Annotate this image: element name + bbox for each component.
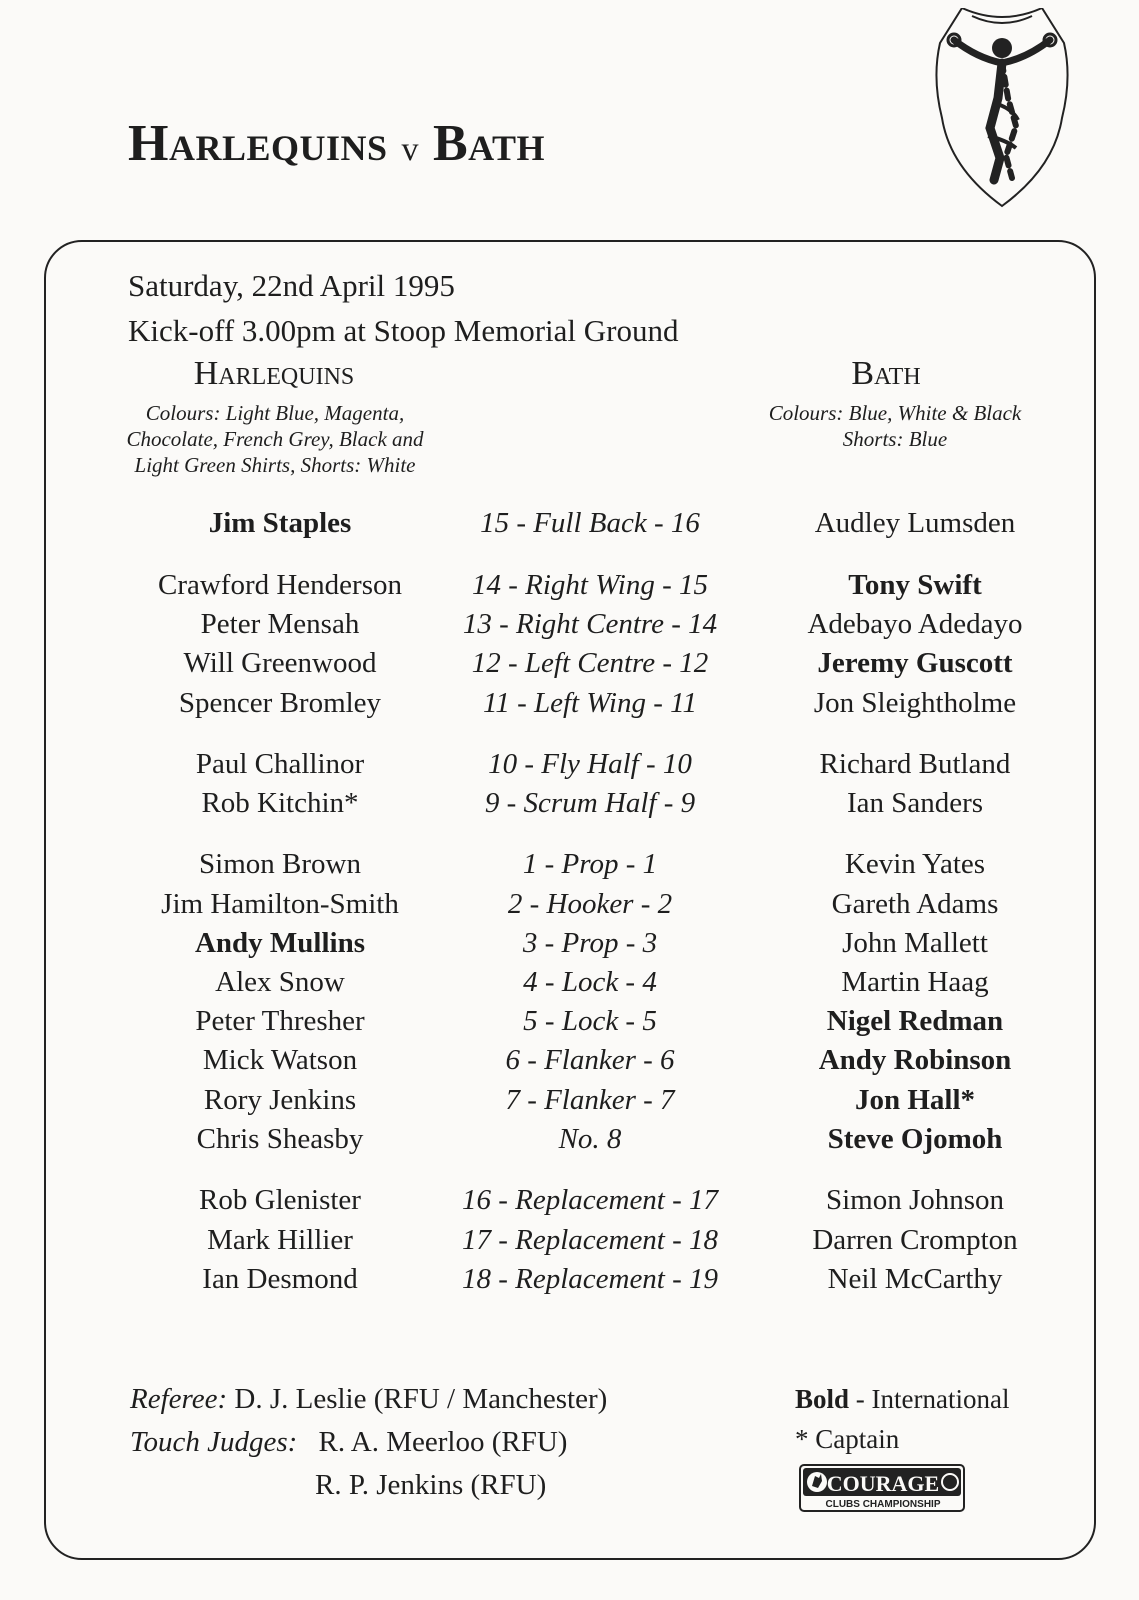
page-title [128, 115, 546, 172]
away-player: Darren Crompton [812, 1224, 1018, 1256]
away-player: Nigel Redman [826, 1005, 1004, 1037]
position-label: 7 - Flanker - 7 [505, 1084, 675, 1116]
home-player: Paul Challinor [195, 748, 365, 780]
home-player: Jim Staples [208, 507, 352, 539]
courage-logo [799, 1464, 965, 1512]
position-label: 5 - Lock - 5 [523, 1005, 657, 1037]
away-player: Jon Sleightholme [813, 687, 1017, 719]
home-player: Will Greenwood [183, 647, 377, 679]
away-team-title: Bath [433, 115, 546, 172]
match-date: Saturday, 22nd April 1995 [128, 268, 455, 303]
lineup-row [0, 1261, 1139, 1297]
home-player: Rob Glenister [199, 1184, 361, 1216]
key-bold-meaning: - International [855, 1384, 1010, 1414]
lineup-row [0, 746, 1139, 782]
away-colours [755, 400, 1035, 452]
lineup-row [0, 1082, 1139, 1118]
lineup-row [0, 1182, 1139, 1218]
home-player: Chris Sheasby [196, 1123, 364, 1155]
position-label: 17 - Replacement - 18 [461, 1224, 719, 1256]
home-player: Spencer Bromley [178, 687, 382, 719]
position-label: 3 - Prop - 3 [522, 927, 658, 959]
away-player: Gareth Adams [831, 888, 999, 920]
home-colours-line: Light Green Shirts, Shorts: White [134, 453, 416, 477]
away-player: Tony Swift [848, 569, 982, 601]
lineup-row [0, 1042, 1139, 1078]
lineup-row [0, 1121, 1139, 1157]
home-player: Crawford Henderson [157, 569, 402, 601]
lineup-row [0, 964, 1139, 1000]
position-label: 12 - Left Centre - 12 [471, 647, 709, 679]
lineup-row [0, 886, 1139, 922]
away-player: Audley Lumsden [814, 507, 1016, 539]
lineup-row [0, 606, 1139, 642]
referee-name: D. J. Leslie (RFU / Manchester) [234, 1383, 608, 1415]
away-player: Andy Robinson [818, 1044, 1012, 1076]
touch-judge-name: R. P. Jenkins (RFU) [315, 1469, 547, 1501]
home-player: Rob Kitchin* [201, 787, 359, 819]
away-colours-line: Colours: Blue, White & Black [768, 401, 1022, 425]
key-captain: * Captain [795, 1424, 900, 1454]
away-colours-line: Shorts: Blue [842, 427, 948, 451]
away-player: Richard Butland [819, 748, 1011, 780]
away-player: John Mallett [842, 927, 988, 959]
referee-label: Referee: [130, 1383, 228, 1415]
position-label: 1 - Prop - 1 [522, 848, 658, 880]
sponsor-subtitle: CLUBS CHAMPIONSHIP [825, 1499, 941, 1510]
home-player: Peter Thresher [195, 1005, 365, 1037]
home-player: Rory Jenkins [203, 1084, 357, 1116]
referee-line [130, 1385, 607, 1414]
home-colours [110, 400, 440, 478]
home-player: Ian Desmond [202, 1263, 358, 1295]
away-player: Simon Johnson [825, 1184, 1005, 1216]
away-team-heading: Bath [851, 355, 921, 392]
away-player: Neil McCarthy [827, 1263, 1003, 1295]
position-label: 6 - Flanker - 6 [505, 1044, 675, 1076]
position-label: 9 - Scrum Half - 9 [484, 787, 696, 819]
away-player: Jeremy Guscott [817, 647, 1013, 679]
versus-label: v [401, 131, 419, 168]
home-player: Peter Mensah [200, 608, 360, 640]
position-label: 16 - Replacement - 17 [461, 1184, 719, 1216]
home-player: Simon Brown [199, 848, 361, 880]
home-player: Alex Snow [215, 966, 345, 998]
position-label: 18 - Replacement - 19 [461, 1263, 719, 1295]
away-player: Steve Ojomoh [827, 1123, 1003, 1155]
touch-judges-label: Touch Judges: [130, 1426, 298, 1458]
home-colours-line: Chocolate, French Grey, Black and [126, 427, 424, 451]
touch-judge-name: R. A. Meerloo (RFU) [318, 1426, 568, 1458]
position-label: 13 - Right Centre - 14 [462, 608, 718, 640]
position-label: 4 - Lock - 4 [523, 966, 657, 998]
lineup-row [0, 1222, 1139, 1258]
lineup-row [0, 567, 1139, 603]
position-label: 15 - Full Back - 16 [480, 507, 700, 539]
away-player: Martin Haag [841, 966, 989, 998]
position-label: No. 8 [558, 1123, 622, 1155]
away-player: Ian Sanders [846, 787, 984, 819]
lineup-row [0, 1003, 1139, 1039]
position-label: 2 - Hooker - 2 [507, 888, 673, 920]
position-label: 14 - Right Wing - 15 [471, 569, 708, 601]
lineup-row [0, 645, 1139, 681]
lineup-row [0, 785, 1139, 821]
lineup-row [0, 846, 1139, 882]
key-bold-word: Bold [795, 1384, 850, 1414]
home-player: Mick Watson [202, 1044, 358, 1076]
position-label: 11 - Left Wing - 11 [483, 687, 697, 719]
home-colours-line: Colours: Light Blue, Magenta, [145, 401, 405, 425]
lineup-row [0, 925, 1139, 961]
match-kickoff: Kick-off 3.00pm at Stoop Memorial Ground [128, 313, 679, 348]
sponsor-name: COURAGE [826, 1471, 940, 1496]
harlequins-crest-icon [932, 8, 1072, 208]
key-bold [795, 1386, 1009, 1413]
home-team-title: Harlequins [128, 115, 388, 172]
home-player: Andy Mullins [194, 927, 366, 959]
lineup-row [0, 685, 1139, 721]
touch-judges-line [130, 1428, 567, 1457]
home-player: Mark Hillier [207, 1224, 353, 1256]
away-player: Kevin Yates [844, 848, 986, 880]
home-player: Jim Hamilton-Smith [161, 888, 399, 920]
position-label: 10 - Fly Half - 10 [488, 748, 692, 780]
away-player: Adebayo Adedayo [807, 608, 1023, 640]
home-team-heading: Harlequins [193, 355, 355, 392]
away-player: Jon Hall* [854, 1084, 976, 1116]
lineup-row [0, 505, 1139, 541]
